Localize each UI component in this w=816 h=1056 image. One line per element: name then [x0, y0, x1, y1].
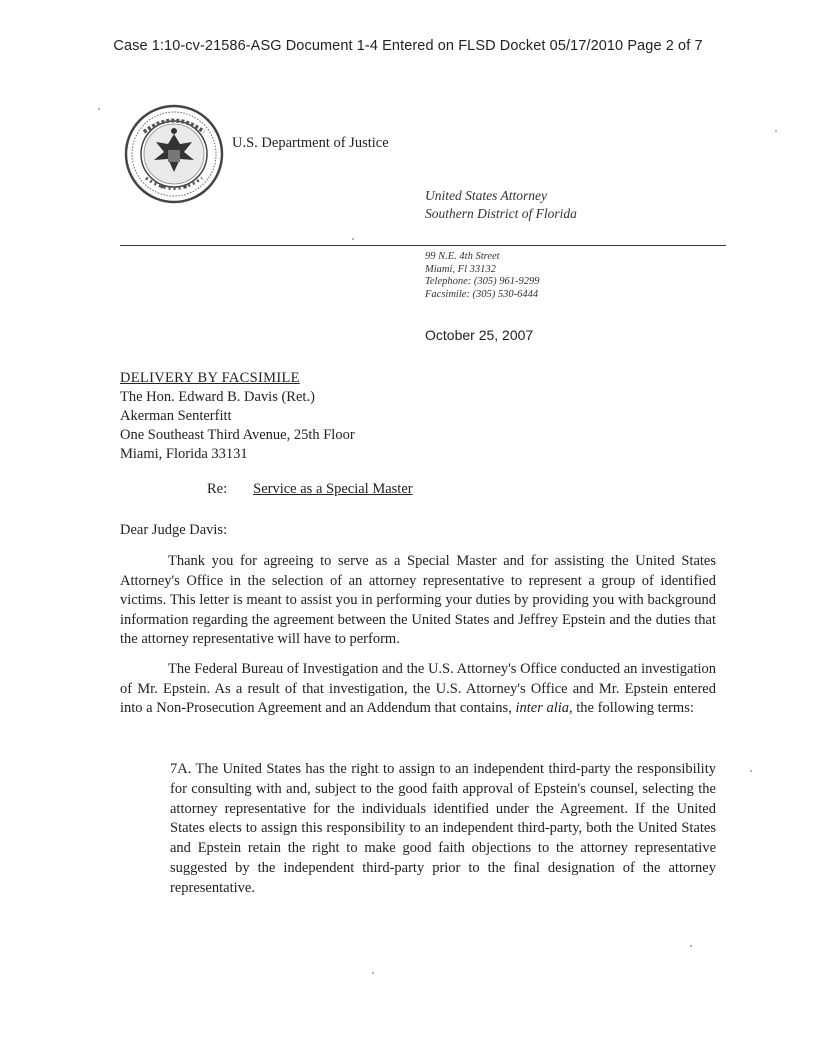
svg-text:★: ★ [182, 183, 189, 191]
quoted-term-7a: 7A. The United States has the right to assign to an independent third-party the responsibility for consulting with and, subject to the good faith approval of Epstein's counsel, selecting the attorney representative for the individuals identified under the Agreement. If the United States elects to assign this responsibility to an independent third-party, both the United States and Epstein retain the right to make good faith objections to the attorney representative suggested by the independent third-party prior to the final designation of the attorney representative. [170, 761, 716, 896]
scan-speck [352, 238, 354, 240]
re-line [207, 481, 413, 498]
scan-speck [372, 972, 374, 974]
office-block [425, 187, 577, 223]
paragraph-intro: Thank you for agreeing to serve as a Special Master and for assisting the United States Attorney's Office in the selection of an attorney representative to represent a group of identified victims. This letter is meant to assist you in performing your duties by providing you with background information regarding the agreement between the United States and Jeffrey Epstein and the duties that the attorney representative will have to perform. [120, 553, 716, 648]
office-address [425, 251, 540, 301]
recipient-name: The Hon. Edward B. Davis (Ret.) [120, 389, 315, 405]
address-city: Miami, Fl 33132 [425, 263, 496, 275]
scan-speck [690, 945, 692, 947]
recipient-firm: Akerman Senterfitt [120, 408, 232, 424]
scan-speck [98, 108, 100, 110]
paragraph-background-text: The Federal Bureau of Investigation and the U.S. Attorney's Office conducted an investigation of Mr. Epstein. As a result of that investigation, the U.S. Attorney's Office and Mr. Epstein entered into a Non-Prosecution Agreement and an Addendum that contains, [120, 661, 716, 717]
letter-date: October 25, 2007 [425, 327, 534, 343]
docket-header: Case 1:10-cv-21586-ASG Document 1-4 Entered on FLSD Docket 05/17/2010 Page 2 of 7 [113, 38, 703, 54]
letterhead-divider [120, 245, 726, 246]
agency-name: U.S. Department of Justice [232, 135, 389, 151]
paragraph-background-tail: , the following terms: [569, 700, 694, 717]
address-facsimile: Facsimile: (305) 530-6444 [425, 288, 539, 300]
re-subject: Service as a Special Master [253, 481, 413, 497]
office-title: United States Attorney [425, 188, 547, 203]
re-label: Re: [207, 481, 228, 497]
salutation: Dear Judge Davis: [120, 522, 228, 538]
paragraph-background [120, 660, 716, 719]
latin-phrase: inter alia [515, 700, 570, 717]
address-telephone: Telephone: (305) 961-9299 [425, 276, 540, 287]
recipient-block [120, 369, 355, 464]
office-district: Southern District of Florida [425, 206, 577, 221]
address-street: 99 N.E. 4th Street [425, 251, 500, 262]
scan-speck [750, 770, 752, 772]
delivery-method: DELIVERY BY FACSIMILE [120, 370, 300, 386]
recipient-city: Miami, Florida 33131 [120, 446, 248, 462]
doj-seal-icon [124, 104, 224, 204]
recipient-street: One Southeast Third Avenue, 25th Floor [120, 427, 355, 443]
svg-text:★: ★ [159, 183, 166, 191]
scan-speck [775, 130, 777, 132]
